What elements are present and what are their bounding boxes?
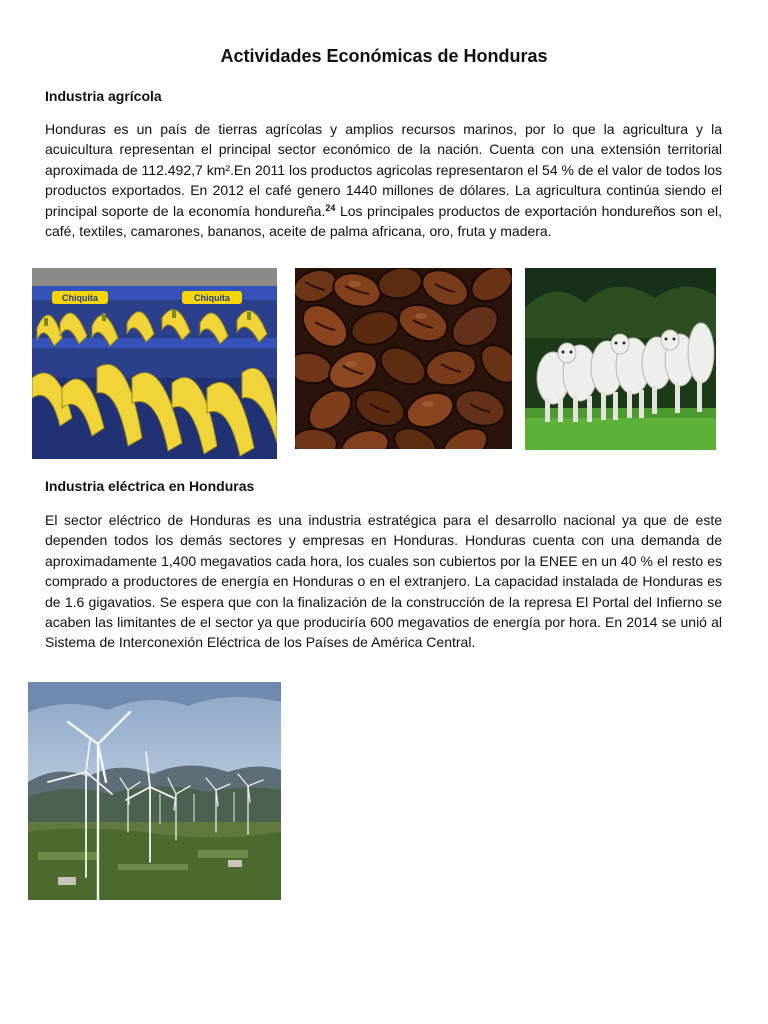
coffee-beans-photo	[295, 268, 512, 449]
chiquita-label-right: Chiquita	[194, 293, 230, 303]
page-title: Actividades Económicas de Honduras	[220, 46, 548, 66]
cattle-photo	[525, 268, 716, 450]
footnote-reference: 24	[325, 202, 336, 213]
bananas-photo	[32, 268, 277, 459]
wind-turbines-photo	[28, 682, 281, 900]
paragraph-agriculture-text-continued: Los principales productos de exportación hondureños son el, café, textiles, camarones, bananos, aceite de palma africana, oro, fruta y madera.	[45, 202, 723, 240]
section-heading-electric: Industria eléctrica en Honduras	[45, 478, 255, 494]
paragraph-agriculture-text: Honduras es un país de tierras agrícolas y amplios recursos marinos, por lo que la agricultura y la acuicultura representan el principal sector económico de la nación. Cuenta con una extensión territorial aproximada de 112.492,7 km².En 2011 los productos agricolas representaron el 54 % de el valor de todos los productos exportados. En 2012 el café genero 1440 millones de dólares. La agricultura continúa siendo el principal soporte de la economía hondureña.	[45, 121, 722, 219]
paragraph-electric: El sector eléctrico de Honduras es una industria estratégica para el desarrollo nacional ya que de este dependen todos los demás sectores y empresas en Honduras. Honduras cuenta con una demanda de aproximadamente 1,400 megavatios cada hora, los cuales son cubiertos por la ENEE en un 40 % el resto es comprado a productores de energía en Honduras o en el extranjero. La capacidad instalada de Honduras es de 1.6 gigavatios. Se espera que con la finalización de la construcción de la represa El Portal del Infierno se acaben las limitantes de el sector ya que produciría 600 megavatios de energía por hora. En 2014 se unió al Sistema de Interconexión Eléctrica de los Países de América Central.	[45, 512, 722, 651]
paragraph-agriculture	[45, 119, 722, 241]
section-heading-agriculture: Industria agrícola	[45, 88, 162, 104]
chiquita-label-left: Chiquita	[62, 293, 98, 303]
